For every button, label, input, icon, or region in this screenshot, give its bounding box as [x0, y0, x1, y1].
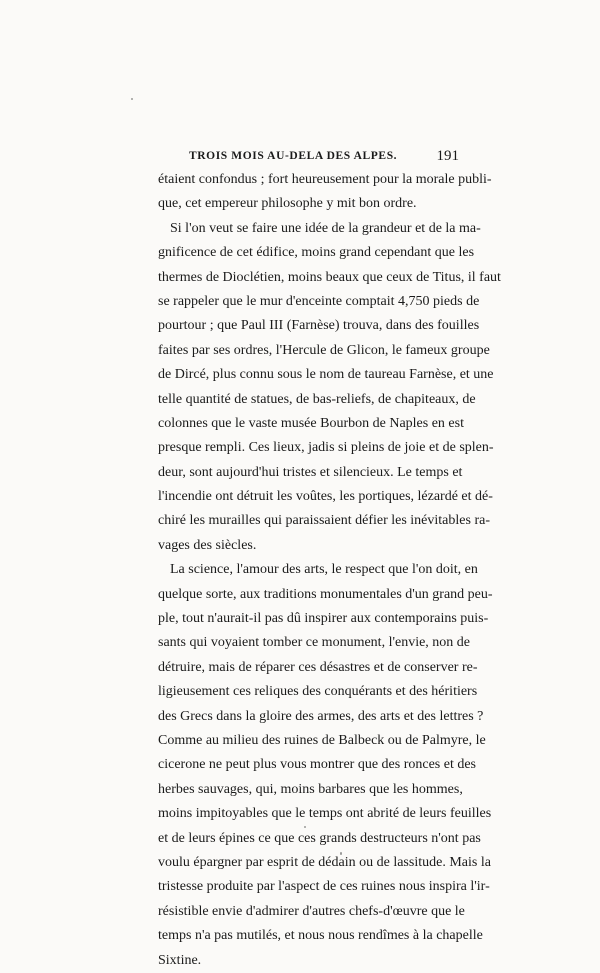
text-line: sants qui voyaient tomber ce monument, l'envie, non de — [158, 635, 471, 651]
text-line: pourtour ; que Paul III (Farnèse) trouva, dans des fouilles — [158, 318, 480, 334]
scan-speck — [304, 826, 306, 828]
text-line: ple, tout n'aurait-il pas dû inspirer aux contemporains puis- — [158, 611, 489, 627]
text-line: cicerone ne peut plus vous montrer que des ronces et des — [158, 757, 477, 773]
text-line: herbes sauvages, qui, moins barbares que les hommes, — [158, 781, 463, 797]
page-header — [189, 150, 459, 170]
text-line: Sixtine. — [158, 952, 202, 968]
text-line: presque rempli. Ces lieux, jadis si pleins de joie et de splen- — [158, 440, 494, 456]
text-line: quelque sorte, aux traditions monumentales d'un grand peu- — [158, 586, 493, 602]
text-line: l'incendie ont détruit les voûtes, les portiques, lézardé et dé- — [158, 489, 493, 505]
text-line: thermes de Dioclétien, moins beaux que ceux de Titus, il faut — [158, 269, 501, 285]
text-line: de Dircé, plus connu sous le nom de taureau Farnèse, et une — [158, 367, 494, 383]
text-line: temps n'a pas mutilés, et nous nous rendîmes à la chapelle — [158, 928, 483, 944]
text-line: et de leurs épines ce que ces grands destructeurs n'ont pas — [158, 830, 481, 846]
text-line: vages des siècles. — [158, 537, 257, 553]
text-line: Comme au milieu des ruines de Balbeck ou de Palmyre, le — [158, 732, 486, 748]
text-line: des Grecs dans la gloire des armes, des arts et des lettres ? — [158, 708, 484, 724]
body-text — [158, 168, 501, 973]
running-title: TROIS MOIS AU-DELA DES ALPES. — [189, 150, 398, 162]
text-line: que, cet empereur philosophe y mit bon ordre. — [158, 196, 417, 212]
text-line: étaient confondus ; fort heureusement pour la morale publi- — [158, 172, 492, 187]
text-line: telle quantité de statues, de bas-reliefs, de chapiteaux, de — [158, 391, 476, 407]
text-line: chiré les murailles qui paraissaient défier les inévitables ra- — [158, 513, 490, 529]
text-line: résistible envie d'admirer d'autres chefs-d'œuvre que le — [158, 903, 465, 919]
text-line: gnificence de cet édifice, moins grand cependant que les — [158, 245, 475, 261]
text-line: Si l'on veut se faire une idée de la grandeur et de la ma- — [170, 220, 481, 236]
text-line: deur, sont aujourd'hui tristes et silencieux. Le temps et — [158, 464, 463, 480]
scan-speck — [131, 98, 133, 100]
page-number: 191 — [436, 148, 459, 164]
text-line: moins impitoyables que le temps ont abrité de leurs feuilles — [158, 806, 492, 822]
text-line: tristesse produite par l'aspect de ces ruines nous inspira l'ir- — [158, 879, 490, 895]
scan-speck — [340, 852, 342, 855]
text-line: faites par ses ordres, l'Hercule de Glicon, le fameux groupe — [158, 342, 490, 358]
text-line: La science, l'amour des arts, le respect que l'on doit, en — [170, 562, 478, 578]
text-line: voulu épargner par esprit de dédain ou de lassitude. Mais la — [158, 854, 491, 870]
text-line: se rappeler que le mur d'enceinte comptait 4,750 pieds de — [158, 293, 480, 309]
text-line: ligieusement ces reliques des conquérants et des héritiers — [158, 684, 478, 700]
text-line: détruire, mais de réparer ces désastres et de conserver re- — [158, 659, 478, 675]
text-line: colonnes que le vaste musée Bourbon de Naples en est — [158, 415, 464, 431]
